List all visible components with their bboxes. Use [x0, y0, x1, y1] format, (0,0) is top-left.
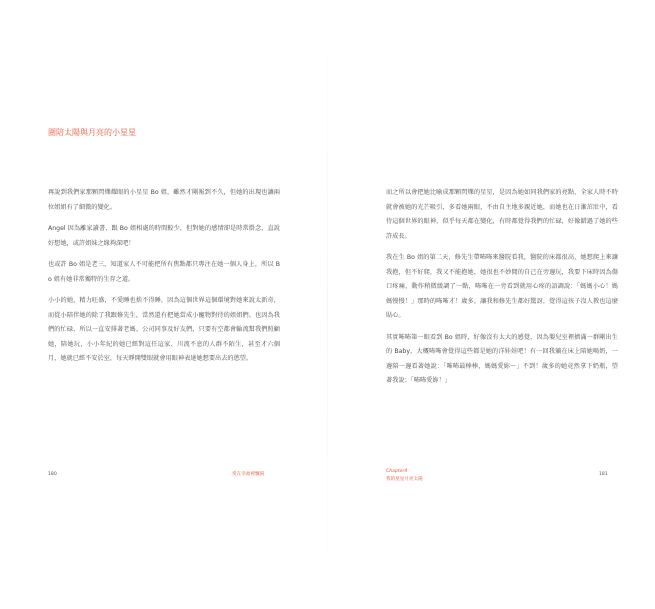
right-body-text — [386, 186, 618, 396]
right-running-title: 我的星星月亮太陽 — [386, 477, 423, 482]
right-running-label: Chapter4 — [386, 469, 408, 474]
left-page — [0, 0, 327, 609]
left-paragraph-4: 小小的她，精力旺盛，不愛睡也捨不得睡，因為這個世界這個環境對她來說太新奇，而從小陪伴她的除了我跟修先生，當然還有把她當成小寵物對待的姐姐們。也因為我們的忙碌，所以一直安排著老媽、公司同事及好友們，只要有空都會輪流幫我們照顧她，陪她玩，小小年紀的她已經對這任這家、川流不息的人群不陌生，甚至才六個月，她就已經不安於室，每天睜開雙眼就會用眼神表達她想要出去的慾望。 — [48, 297, 280, 362]
left-paragraph-1: 再說到我們家那顆閃爍耀眼的小星星 Bo 姐，雖然才剛報到不久，但她的出現也讓兩位姐姐有了細微的變化。 — [48, 189, 280, 211]
right-page — [328, 0, 655, 609]
left-paragraph-3: 也或許 Bo 姐是老三，知道家人不可能把所有焦點都只專注在她一個人身上，所以 Bo 姐有她非常獨特的生存之道。 — [48, 261, 280, 283]
chapter-title: 圍陪太陽與月亮的小星星 — [48, 128, 136, 137]
right-paragraph-3: 其實咘咘第一眼看到 Bo 姐時，好像沒有太大的感覺，因為嬰兒室裡擠滿一群剛出生的 Baby，大概咘咘會覺得這些都是她的洋娃娃吧！有一回我躺在床上陪她喝奶，一邊陪一邊看著她說：「咘咘最棒棒，媽媽愛妳～」不到！歲多的她竟然拿下奶瓶，望著我說：「咘咘愛妳！」 — [386, 333, 618, 384]
right-page-number: 181 — [599, 472, 608, 477]
left-page-number: 180 — [48, 472, 57, 477]
right-paragraph-2: 我在生 Bo 姐的第二天，修先生帶咘咘來醫院看我，醫院的床都很高，她想爬上來讓我抱，但不好爬，我又不能抱她，她很也不妙閒的自己在旁邊玩，我要下床時因為傷口疼痛，動作稍微緩調了一點，咘咘在一旁看到就用心疼的語調說：「媽媽小心！媽媽慢慢！」那時的咘咘才！歲多，讓我和修先生都好驚訝，覺得這孩子沒人教也這麼貼心。 — [386, 254, 618, 319]
left-paragraph-2: Angel 因為離家讀書，跟 Bo 姐相處的時間較少，但對她的感情卻是時常掛念，直說好想她，或許姐妹之緣夠深吧！ — [48, 225, 280, 247]
left-body-text — [48, 186, 280, 374]
right-paragraph-1: 而之所以會把她比喻成那顆閃爍的星星，是因為她如同我們家的亮點，全家人時不時就會被她的光芒吸引，多看她兩眼，不由自主地多親近她，而她也在日漸茁壯中，看待這個世界的眼神，似乎每天都在變化，有時都覺得我們的忙碌，好像錯過了她的些許成長。 — [386, 189, 618, 240]
left-running-head: 愛在幸福裡飄揚 — [232, 472, 265, 477]
